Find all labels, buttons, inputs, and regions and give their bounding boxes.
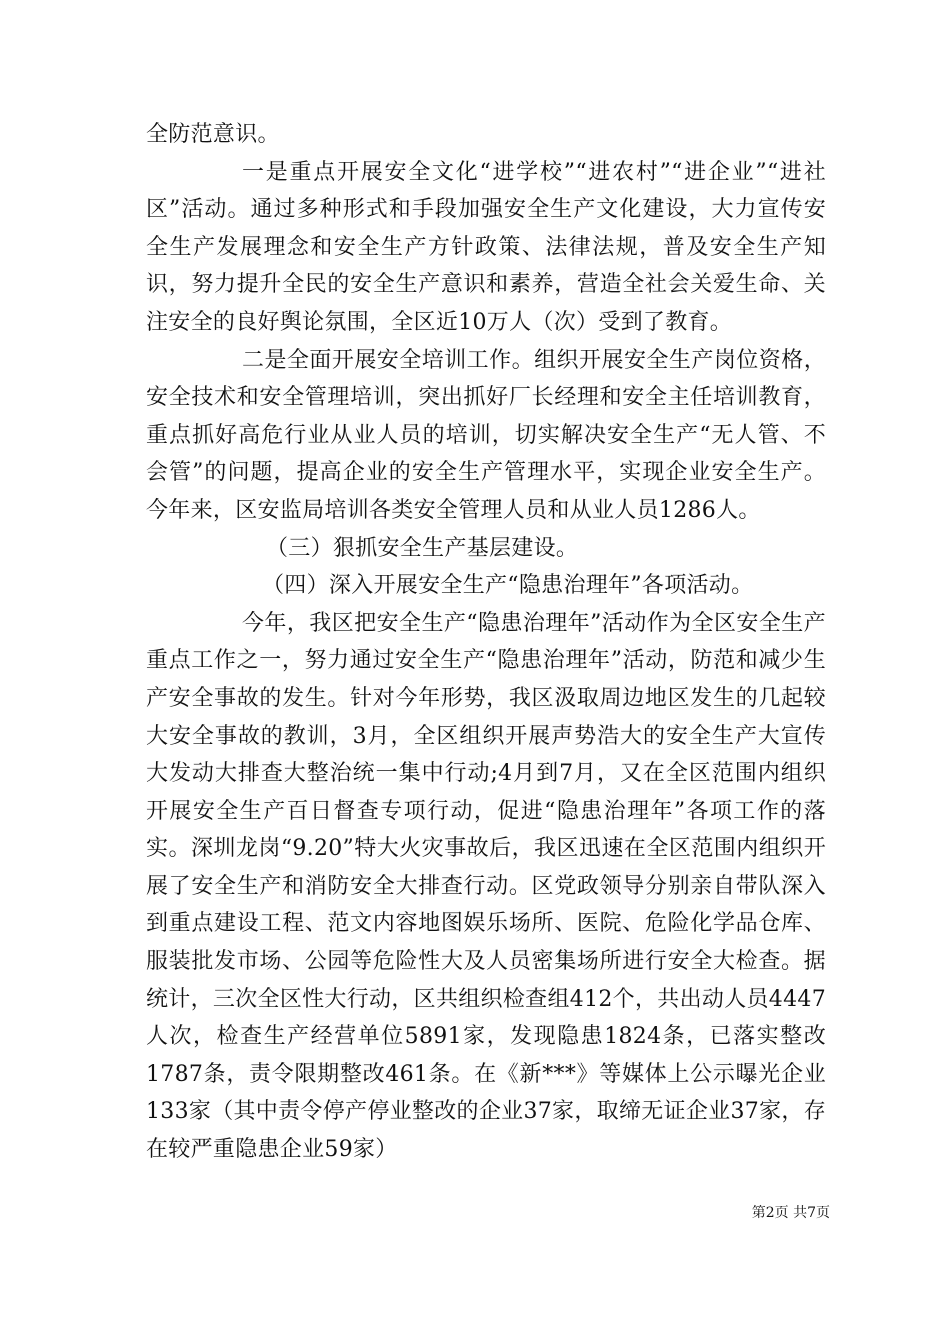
document-body: [146, 116, 826, 1169]
paragraph-hazard-year-details: 今年，我区把安全生产“隐患治理年”活动作为全区安全生产重点工作之一，努力通过安全生产“隐患治理年”活动，防范和减少生产安全事故的发生。针对今年形势，我区汲取周边地区发生的几起较大安全事故的教训，3月，全区组织开展声势浩大的安全生产大宣传大发动大排查大整治统一集中行动;4月到7月，又在全区范围内组织开展安全生产百日督查专项行动，促进“隐患治理年”各项工作的落实。深圳龙岗“9.20”特大火灾事故后，我区迅速在全区范围内组织开展了安全生产和消防安全大排查行动。区党政领导分别亲自带队深入到重点建设工程、范文内容地图娱乐场所、医院、危险化学品仓库、服装批发市场、公园等危险性大及人员密集场所进行安全大检查。据统计，三次全区性大行动，区共组织检查组412个，共出动人员4447人次，检查生产经营单位5891家，发现隐患1824条，已落实整改1787条，责令限期整改461条。在《新***》等媒体上公示曝光企业133家（其中责令停产停业整改的企业37家，取缔无证企业37家，存在较严重隐患企业59家）: [146, 610, 826, 1163]
paragraph-continuation: 全防范意识。: [146, 122, 280, 147]
section-heading-hazard-year: （四）深入开展安全生产“隐患治理年”各项活动。: [262, 573, 754, 599]
page-number-footer: 第2页 共7页: [751, 1205, 830, 1221]
section-heading-grassroots: （三）狠抓安全生产基层建设。: [266, 535, 579, 561]
paragraph-safety-culture: 一是重点开展安全文化“进学校”“进农村”“进企业”“进社区”活动。通过多种形式和手段加强安全生产文化建设，大力宣传安全生产发展理念和安全生产方针政策、法律法规，普及安全生产知识，努力提升全民的安全生产意识和素养，营造全社会关爱生命、关注安全的良好舆论氛围，全区近10万人（次）受到了教育。: [146, 159, 826, 335]
paragraph-safety-training: 二是全面开展安全培训工作。组织开展安全生产岗位资格，安全技术和安全管理培训，突出抓好厂长经理和安全主任培训教育，重点抓好高危行业从业人员的培训，切实解决安全生产“无人管、不会管”的问题，提高企业的安全生产管理水平，实现企业安全生产。今年来，区安监局培训各类安全管理人员和从业人员1286人。: [146, 347, 826, 523]
